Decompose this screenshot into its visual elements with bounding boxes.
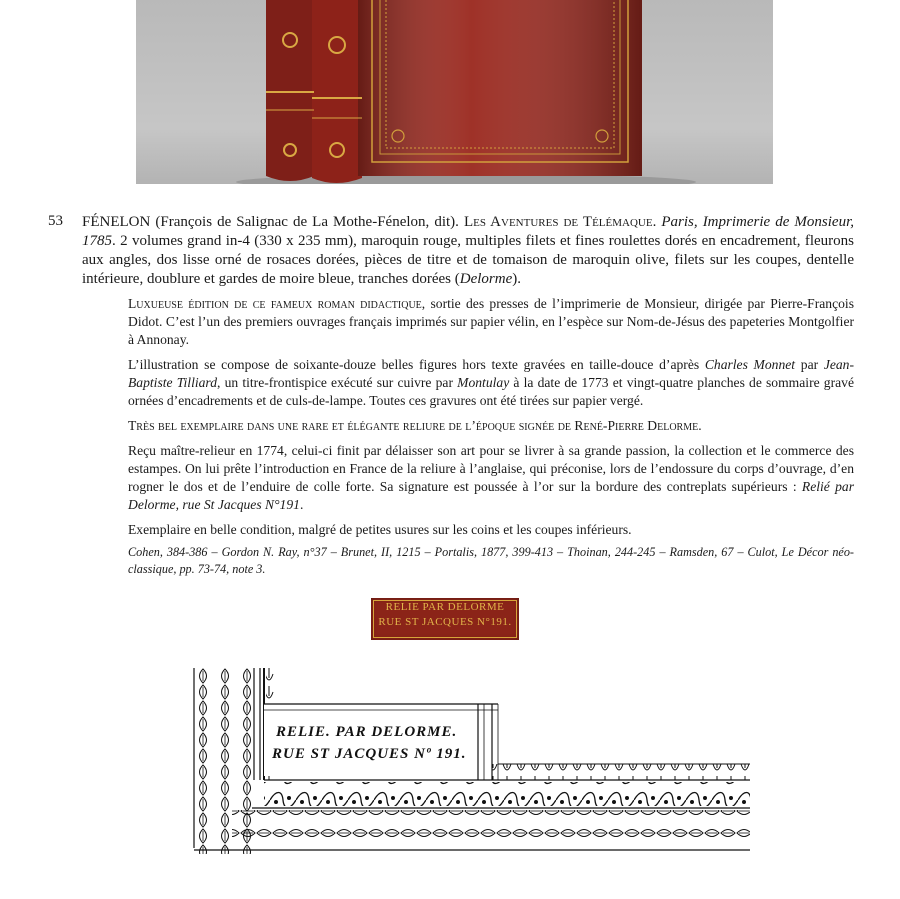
- note-text: par: [795, 357, 824, 372]
- lot-binder: Delorme: [459, 271, 513, 287]
- lot-imprint: Paris, Imprimerie de Monsieur, 1785: [82, 214, 855, 249]
- lot-description-end: ).: [512, 271, 522, 287]
- note-text: à la date de 1773 et vingt-quatre planches de sommaire gravé ornées d’encadrements et de culs-de-lampe. Toutes ces gravures ont été tirées sur papier vergé.: [128, 375, 854, 408]
- ticket-line-2: RUE ST JACQUES N°191.: [378, 616, 512, 628]
- lot-heading: [82, 213, 854, 289]
- lot-author-detail: (François de Salignac de La Mothe-Fénelon, dit).: [150, 214, 464, 230]
- binder-ticket-engraving: [192, 668, 750, 854]
- lot-number: 53: [48, 213, 63, 229]
- engraving-line-2: RUE ST JACQUES Nº 191.: [272, 746, 467, 762]
- binder-signature: Relié par Delorme, rue St Jacques N°191: [128, 479, 854, 512]
- artist-name: Charles Monnet: [704, 357, 796, 372]
- artist-name: Jean-Baptiste Tilliard: [128, 357, 855, 390]
- ticket-line-1: RELIE PAR DELORME: [385, 601, 505, 613]
- note-paragraph-2: [128, 356, 854, 410]
- note-text: Reçu maître-relieur en 1774, celui-ci finit par délaisser son art pour se livrer à sa grande passion, la collection et le commerce des estampes. On lui prête l’introduction en France de la reliure à l’anglaise, qui préconise, lors de l’endossure du corps d’ouvrage, d’en rogner le dos et de l’enduire de colle forte. Sa signature est poussée à l’or sur la bordure des contreplats supérieurs :: [128, 443, 854, 494]
- lot-notes: [128, 295, 854, 577]
- note-paragraph-1: [128, 295, 854, 349]
- note-paragraph-4: [128, 442, 854, 514]
- note-paragraph-3: Très bel exemplaire dans une rare et élégante reliure de l’époque signée de René-Pierre Delorme.: [128, 418, 702, 433]
- bibliography-references: Cohen, 384-386 – Gordon N. Ray, n°37 – Brunet, II, 1215 – Portalis, 1877, 399-413 – Thoinan, 244-245 – Ramsden, 67 – Culot, Le Décor néo-classique, pp. 73-74, note 3.: [128, 545, 854, 576]
- lot-description: . 2 volumes grand in-4 (330 x 235 mm), maroquin rouge, multiples filets et fines roulettes dorés en encadrement, fleurons aux angles, dos lisse orné de rosaces dorées, pièces de titre et de tomaison de maroquin olive, filets sur les coupes, dentelle intérieure, doublure et gardes de moire bleue, tranches dorées (: [82, 233, 854, 287]
- lot-entry: [48, 213, 854, 584]
- artist-name: Montulay: [457, 375, 510, 390]
- note-text: .: [299, 497, 304, 512]
- binder-ticket-photo: [371, 598, 519, 640]
- book-photo: [136, 0, 773, 184]
- note-text: , sortie des presses de l’imprimerie de Monsieur, dirigée par Pierre-François Didot. C’est l’un des premiers ouvrages français imprimés sur papier vélin, en l’espèce sur Nom-de-Jésus des papeteries Montgolfier à Annonay.: [128, 296, 854, 347]
- note-paragraph-5: Exemplaire en belle condition, malgré de petites usures sur les coins et les coupes inférieurs.: [128, 522, 632, 537]
- engraving-line-1: RELIE. PAR DELORME.: [276, 724, 458, 740]
- note-text: L’illustration se compose de soixante-douze belles figures hors texte gravées en taille-douce d’après: [128, 357, 705, 372]
- note-text: , un titre-frontispice exécuté sur cuivre par: [217, 375, 458, 390]
- lot-title-end: .: [652, 214, 662, 230]
- lot-author: FÉNELON: [82, 214, 151, 230]
- lot-title: Les Aventures de Télémaque: [463, 214, 653, 230]
- note-lead: Luxueuse édition de ce fameux roman didactique: [128, 296, 422, 311]
